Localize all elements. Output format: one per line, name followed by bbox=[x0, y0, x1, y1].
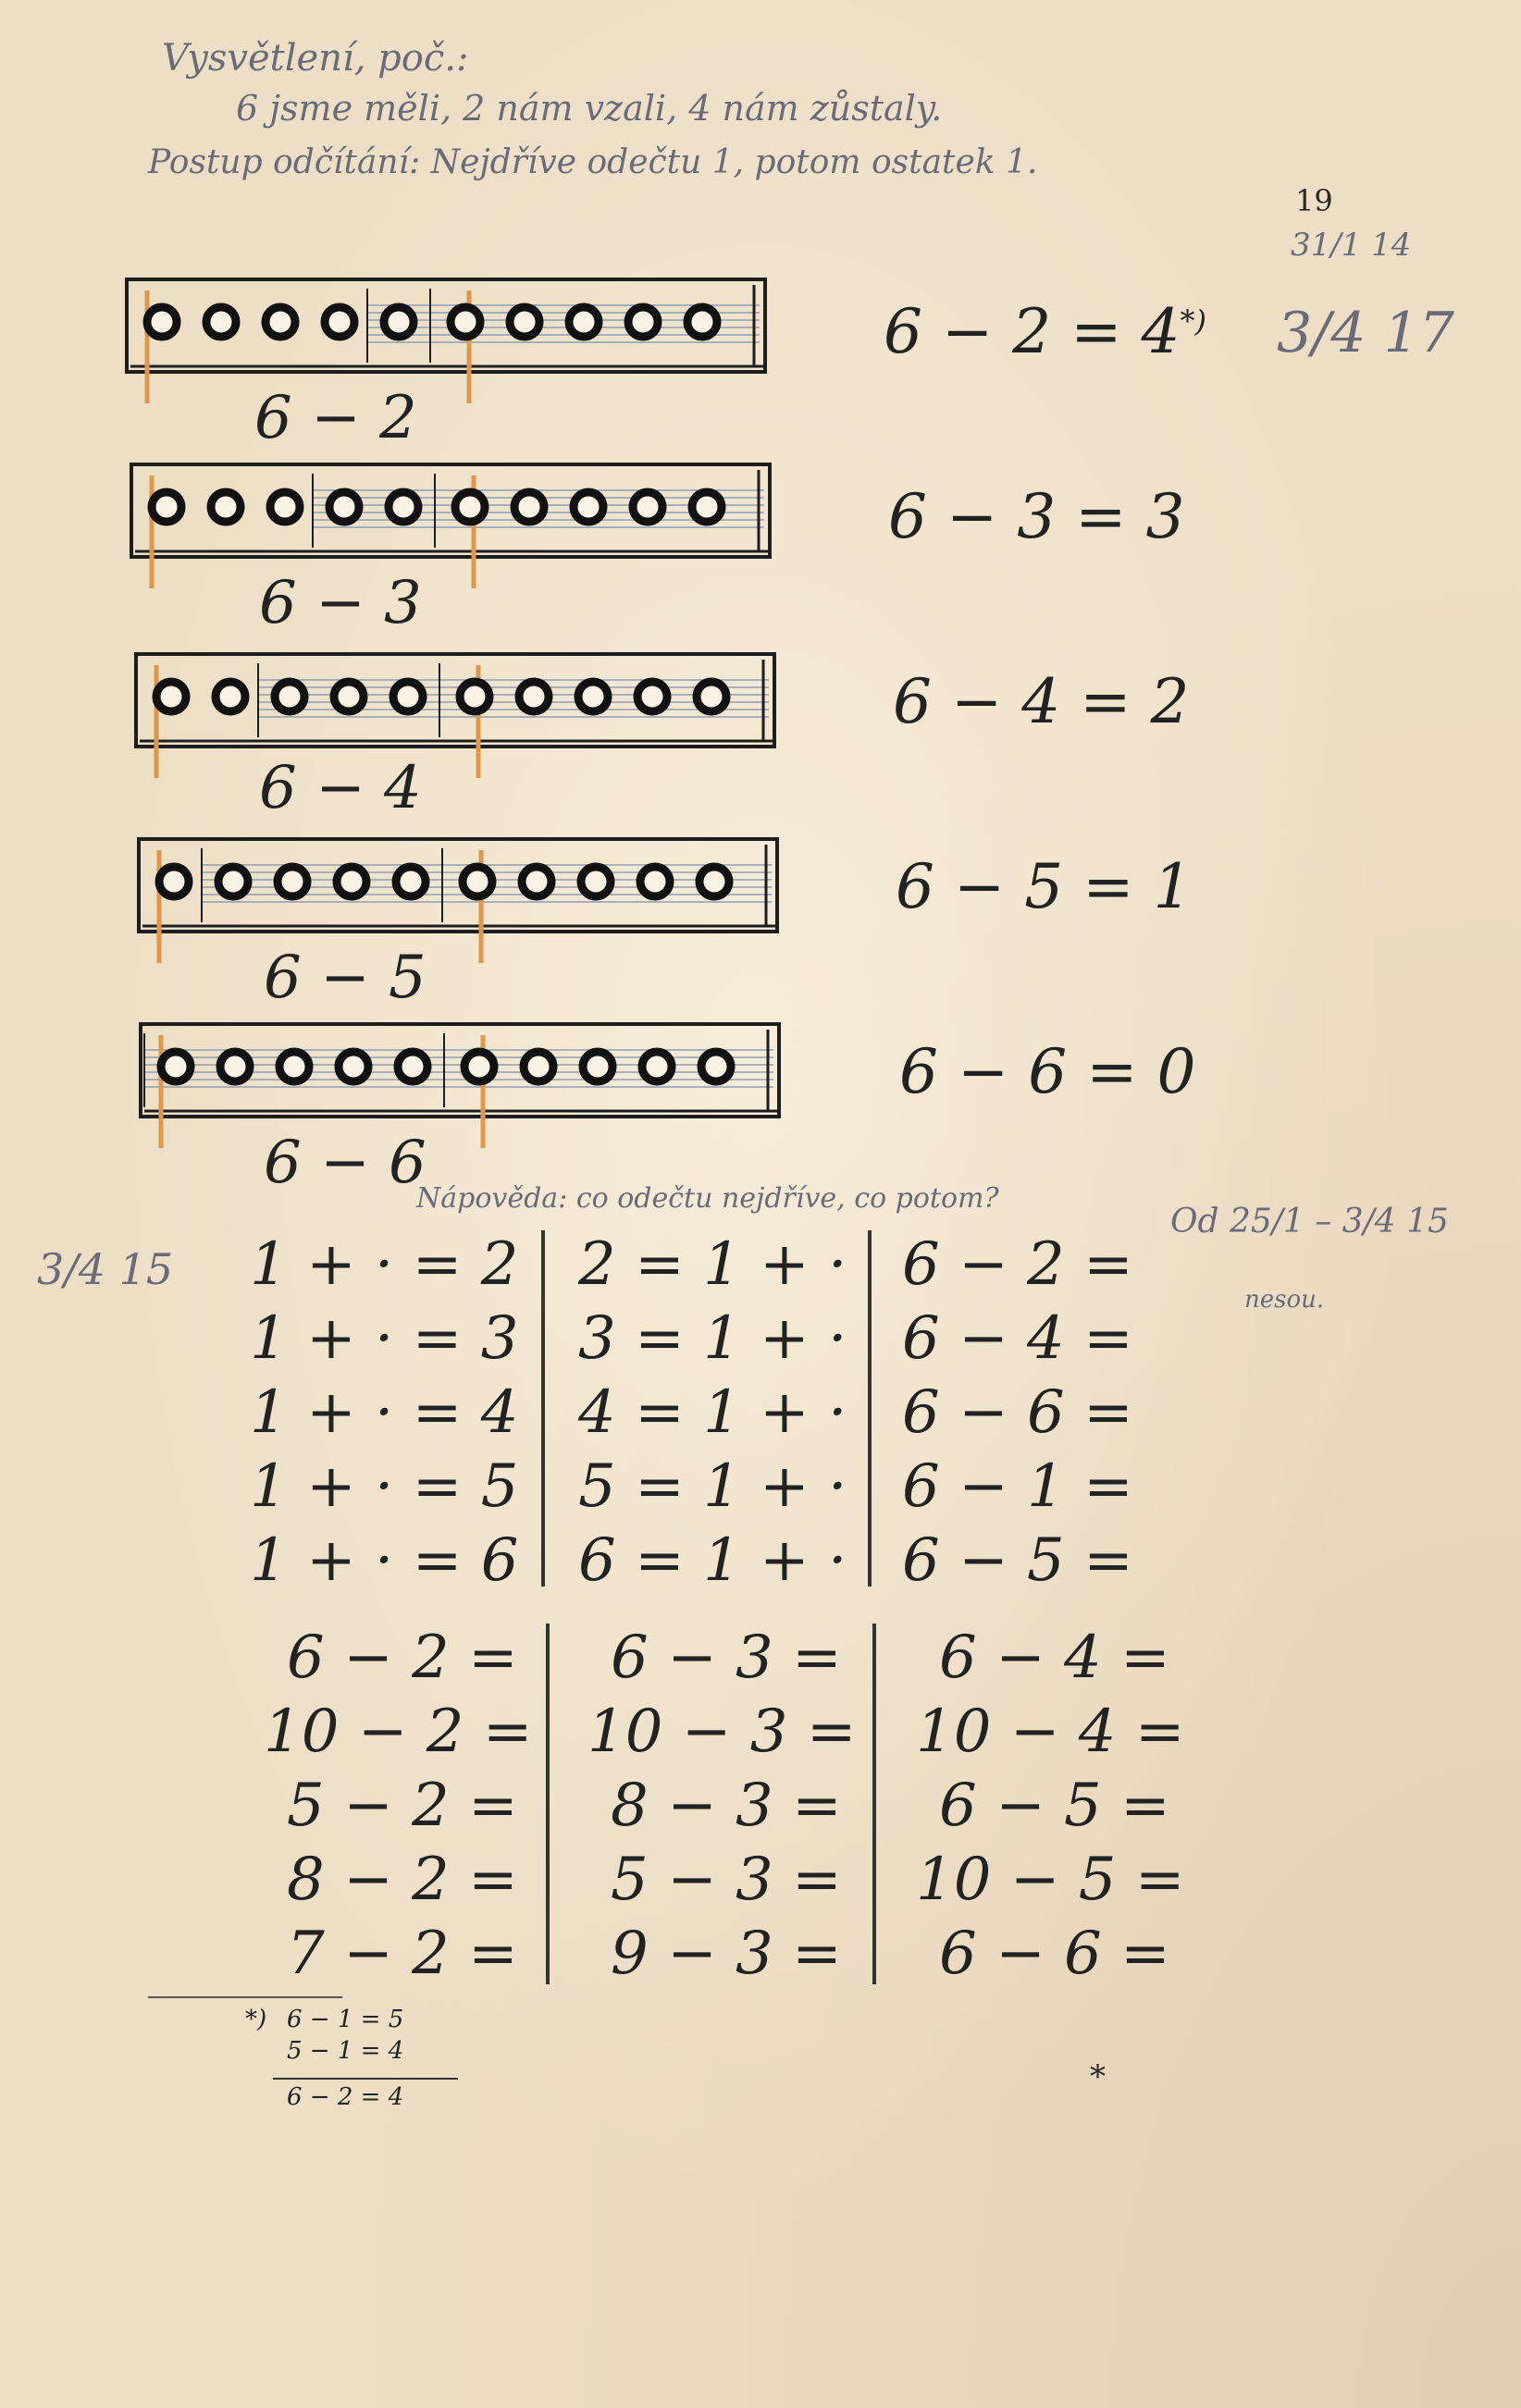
bead bbox=[460, 682, 489, 711]
footnote-marker: *) bbox=[1180, 303, 1206, 339]
counting-frame-svg bbox=[137, 837, 785, 967]
table2-cell: 10 − 2 = bbox=[264, 1698, 533, 1766]
footnote-line-3: 6 − 2 = 4 bbox=[287, 2083, 404, 2111]
table1-cell: 1 + · = 3 bbox=[250, 1304, 519, 1373]
bead bbox=[393, 682, 423, 711]
table1-cell: 2 = 1 + · bbox=[578, 1230, 847, 1299]
table2-cell: 6 − 4 = bbox=[939, 1624, 1170, 1692]
table2-cell: 6 − 5 = bbox=[939, 1772, 1170, 1840]
frame-label-4: 6 − 5 bbox=[264, 944, 427, 1012]
bead bbox=[156, 682, 186, 711]
footnote-marker: *) bbox=[245, 2006, 267, 2033]
bead bbox=[578, 682, 608, 711]
exercise-table-1 bbox=[250, 1230, 1175, 1600]
table2-cell: 9 − 3 = bbox=[611, 1920, 842, 1988]
counting-frame-5 bbox=[139, 1022, 786, 1152]
table1-cell: 1 + · = 5 bbox=[250, 1452, 519, 1521]
bead bbox=[510, 307, 539, 337]
table2-divider-2 bbox=[872, 1624, 876, 1984]
handwritten-date-top: 31/1 14 bbox=[1291, 227, 1412, 264]
footnote-rule bbox=[148, 1996, 342, 1998]
counting-frame-4 bbox=[137, 837, 785, 967]
bead bbox=[524, 1052, 553, 1081]
table1-cell: 1 + · = 4 bbox=[250, 1378, 519, 1447]
bead bbox=[637, 682, 667, 711]
bead bbox=[455, 492, 485, 522]
bead bbox=[266, 307, 295, 337]
counting-frame-svg bbox=[139, 1022, 786, 1152]
bead bbox=[334, 682, 364, 711]
handwritten-date-big: 3/4 17 bbox=[1277, 301, 1454, 365]
table2-cell: 7 − 2 = bbox=[287, 1920, 518, 1988]
table2-cell: 8 − 3 = bbox=[611, 1772, 842, 1840]
frame-equation-1 bbox=[884, 296, 1206, 367]
bead bbox=[270, 492, 300, 522]
page-number: 19 bbox=[1295, 183, 1333, 218]
footnote-line-2: 5 − 1 = 4 bbox=[287, 2037, 404, 2065]
table1-divider-1 bbox=[541, 1230, 545, 1587]
table1-cell: 6 − 4 = bbox=[902, 1304, 1133, 1373]
table1-cell: 1 + · = 6 bbox=[250, 1526, 519, 1595]
bead bbox=[220, 1052, 250, 1081]
table1-cell: 4 = 1 + · bbox=[578, 1378, 847, 1447]
table2-cell: 6 − 2 = bbox=[287, 1624, 518, 1692]
bead bbox=[337, 867, 366, 896]
bead bbox=[697, 682, 726, 711]
counting-frame-svg bbox=[134, 652, 782, 782]
table2-cell: 10 − 4 = bbox=[916, 1698, 1185, 1766]
table1-cell: 1 + · = 2 bbox=[250, 1230, 519, 1299]
counting-frame-svg bbox=[125, 278, 773, 407]
frame-equation-3: 6 − 4 = 2 bbox=[893, 666, 1190, 737]
bead bbox=[628, 307, 658, 337]
frame-equation-4: 6 − 5 = 1 bbox=[896, 851, 1193, 922]
exercise-table-2 bbox=[264, 1624, 1207, 1994]
frame-label-5: 6 − 6 bbox=[264, 1129, 427, 1197]
bead bbox=[216, 682, 245, 711]
bead bbox=[278, 867, 307, 896]
handwritten-date-right: Od 25/1 – 3/4 15 bbox=[1170, 1203, 1449, 1241]
bead bbox=[574, 492, 603, 522]
frame-label-1: 6 − 2 bbox=[254, 384, 417, 452]
footnote-line-1: 6 − 1 = 5 bbox=[287, 2006, 404, 2033]
table1-cell: 6 − 2 = bbox=[902, 1230, 1133, 1299]
bead bbox=[384, 307, 414, 337]
bead bbox=[152, 492, 181, 522]
table1-cell: 6 − 1 = bbox=[902, 1452, 1133, 1521]
handwritten-line-1: Vysvětlení, poč.: bbox=[162, 37, 469, 80]
counting-frame-2 bbox=[130, 463, 777, 592]
bead bbox=[389, 492, 418, 522]
equation-text: 6 − 2 = 4 bbox=[884, 296, 1181, 367]
handwritten-line-3: Postup odčítání: Nejdříve odečtu 1, potom ostatek 1. bbox=[148, 143, 1038, 181]
frame-label-2: 6 − 3 bbox=[259, 569, 422, 637]
bead bbox=[206, 307, 236, 337]
bead bbox=[339, 1052, 368, 1081]
handwritten-date-left: 3/4 15 bbox=[37, 1244, 174, 1294]
table1-cell: 6 − 5 = bbox=[902, 1526, 1133, 1595]
bead bbox=[583, 1052, 612, 1081]
table1-cell: 6 = 1 + · bbox=[578, 1526, 847, 1595]
footnote bbox=[245, 2006, 486, 2117]
table2-cell: 5 − 3 = bbox=[611, 1846, 842, 1914]
handwritten-note-mid: Nápověda: co odečtu nejdříve, co potom? bbox=[416, 1182, 999, 1215]
bead bbox=[147, 307, 177, 337]
bead bbox=[161, 1052, 191, 1081]
bead bbox=[581, 867, 611, 896]
bead bbox=[640, 867, 670, 896]
bead bbox=[514, 492, 544, 522]
table2-cell: 10 − 5 = bbox=[916, 1846, 1185, 1914]
bead bbox=[398, 1052, 427, 1081]
counting-frame-3 bbox=[134, 652, 782, 782]
bead bbox=[275, 682, 304, 711]
frame-equation-5: 6 − 6 = 0 bbox=[899, 1036, 1196, 1107]
bead bbox=[569, 307, 599, 337]
bead bbox=[211, 492, 241, 522]
bead bbox=[464, 1052, 494, 1081]
frame-equation-2: 6 − 3 = 3 bbox=[888, 481, 1185, 552]
bead bbox=[279, 1052, 309, 1081]
bead bbox=[687, 307, 717, 337]
handwritten-line-2: 6 jsme měli, 2 nám vzali, 4 nám zůstaly. bbox=[236, 88, 943, 129]
table1-cell: 3 = 1 + · bbox=[578, 1304, 847, 1373]
bead bbox=[218, 867, 248, 896]
bead bbox=[642, 1052, 672, 1081]
bead bbox=[701, 1052, 731, 1081]
table1-cell: 6 − 6 = bbox=[902, 1378, 1133, 1447]
table2-cell: 6 − 3 = bbox=[611, 1624, 842, 1692]
bead bbox=[325, 307, 354, 337]
bead bbox=[633, 492, 662, 522]
bead bbox=[396, 867, 426, 896]
handwritten-date-right-note: nesou. bbox=[1244, 1286, 1325, 1314]
frame-label-3: 6 − 4 bbox=[259, 754, 422, 822]
bead bbox=[699, 867, 729, 896]
footnote-sum-rule bbox=[273, 2078, 458, 2080]
bead bbox=[522, 867, 551, 896]
bead bbox=[159, 867, 189, 896]
table2-divider-1 bbox=[546, 1624, 550, 1984]
bead bbox=[329, 492, 359, 522]
counting-frame-svg bbox=[130, 463, 777, 592]
bead bbox=[692, 492, 722, 522]
bead bbox=[519, 682, 549, 711]
table2-cell: 10 − 3 = bbox=[587, 1698, 857, 1766]
table2-cell: 8 − 2 = bbox=[287, 1846, 518, 1914]
table2-cell: 5 − 2 = bbox=[287, 1772, 518, 1840]
table2-cell: 6 − 6 = bbox=[939, 1920, 1170, 1988]
bead bbox=[463, 867, 492, 896]
counting-frame-1 bbox=[125, 278, 773, 407]
bead bbox=[451, 307, 480, 337]
table1-cell: 5 = 1 + · bbox=[578, 1452, 847, 1521]
bottom-asterisk: * bbox=[1090, 2058, 1106, 2095]
table1-divider-2 bbox=[868, 1230, 872, 1587]
